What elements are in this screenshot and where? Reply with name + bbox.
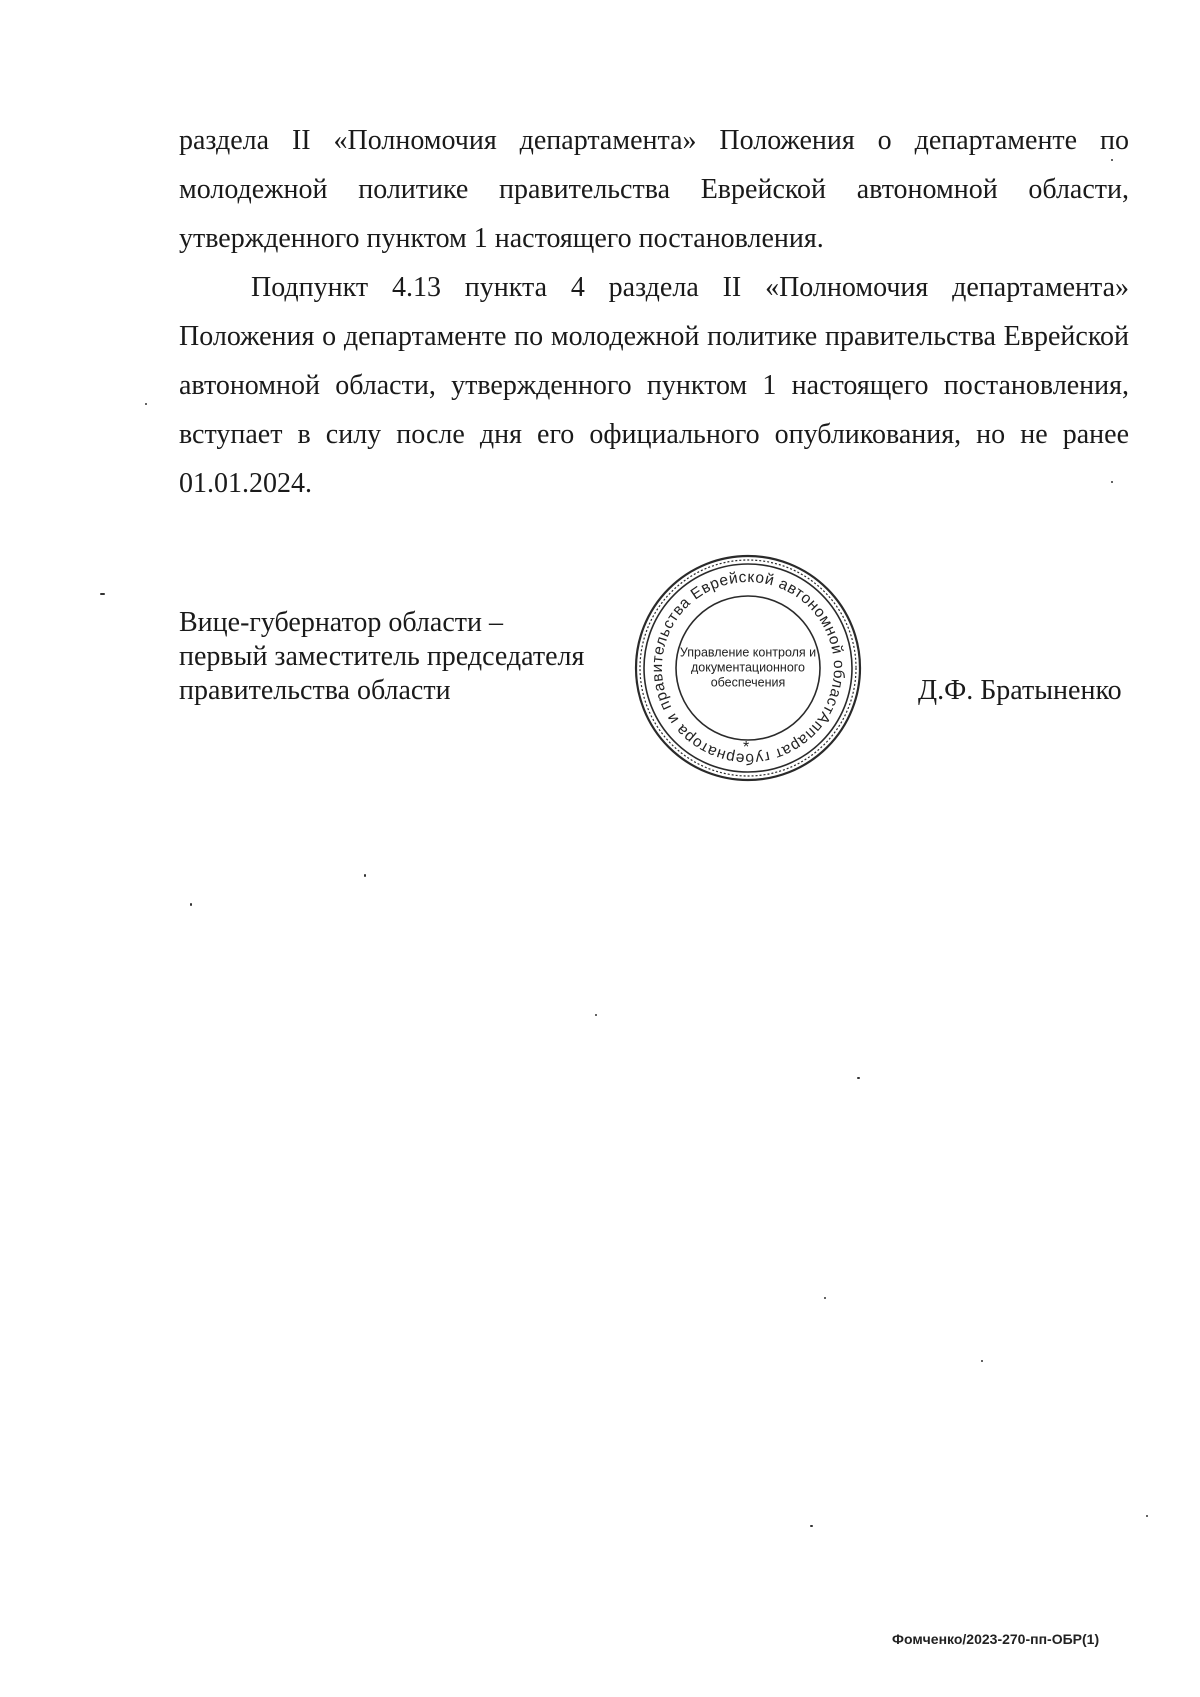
scan-speck	[364, 874, 366, 877]
scan-speck	[1111, 159, 1113, 161]
document-body	[179, 116, 1129, 508]
scan-speck	[595, 1014, 597, 1016]
seal-star: *	[743, 739, 750, 756]
scan-speck	[857, 1077, 860, 1079]
scan-speck	[190, 903, 192, 906]
signer-title	[179, 606, 619, 708]
seal-center-line-3: обеспечения	[710, 675, 786, 690]
seal-center-text	[673, 646, 823, 691]
scan-speck	[145, 403, 147, 405]
seal-center-line-2: документационного	[690, 660, 806, 675]
scan-speck	[981, 1360, 983, 1362]
scan-speck	[100, 593, 105, 595]
signer-title-line-2: первый заместитель председателя	[179, 641, 585, 672]
scan-speck	[810, 1525, 813, 1527]
paragraph-effective-date: Подпункт 4.13 пункта 4 раздела II «Полномочия департамента» Положения о департаменте по молодежной политике правительства Еврейской автономной области, утвержденного пунктом 1 настоящего постановления, вступает в силу после дня его официального опубликования, но не ранее 01.01.2024.	[179, 272, 1129, 499]
signer-title-line-1: Вице-губернатор области –	[179, 607, 503, 638]
official-seal	[632, 552, 864, 784]
signer-name: Д.Ф. Братыненко	[918, 675, 1122, 706]
scan-speck	[1146, 1515, 1148, 1517]
document-footer-code: Фомченко/2023-270-пп-ОБР(1)	[892, 1631, 1100, 1647]
signer-title-line-3: правительства области	[179, 675, 451, 706]
seal-ring-text: Аппарат губернатора и правительства Еврейской автономной области	[648, 568, 848, 768]
scan-speck	[1111, 481, 1113, 483]
seal-center-line-1: Управление контроля и	[679, 645, 817, 660]
paragraph-continuation: раздела II «Полномочия департамента» Положения о департаменте по молодежной политике правительства Еврейской автономной области, утвержденного пунктом 1 настоящего постановления.	[179, 125, 1129, 254]
scan-speck	[824, 1297, 826, 1299]
